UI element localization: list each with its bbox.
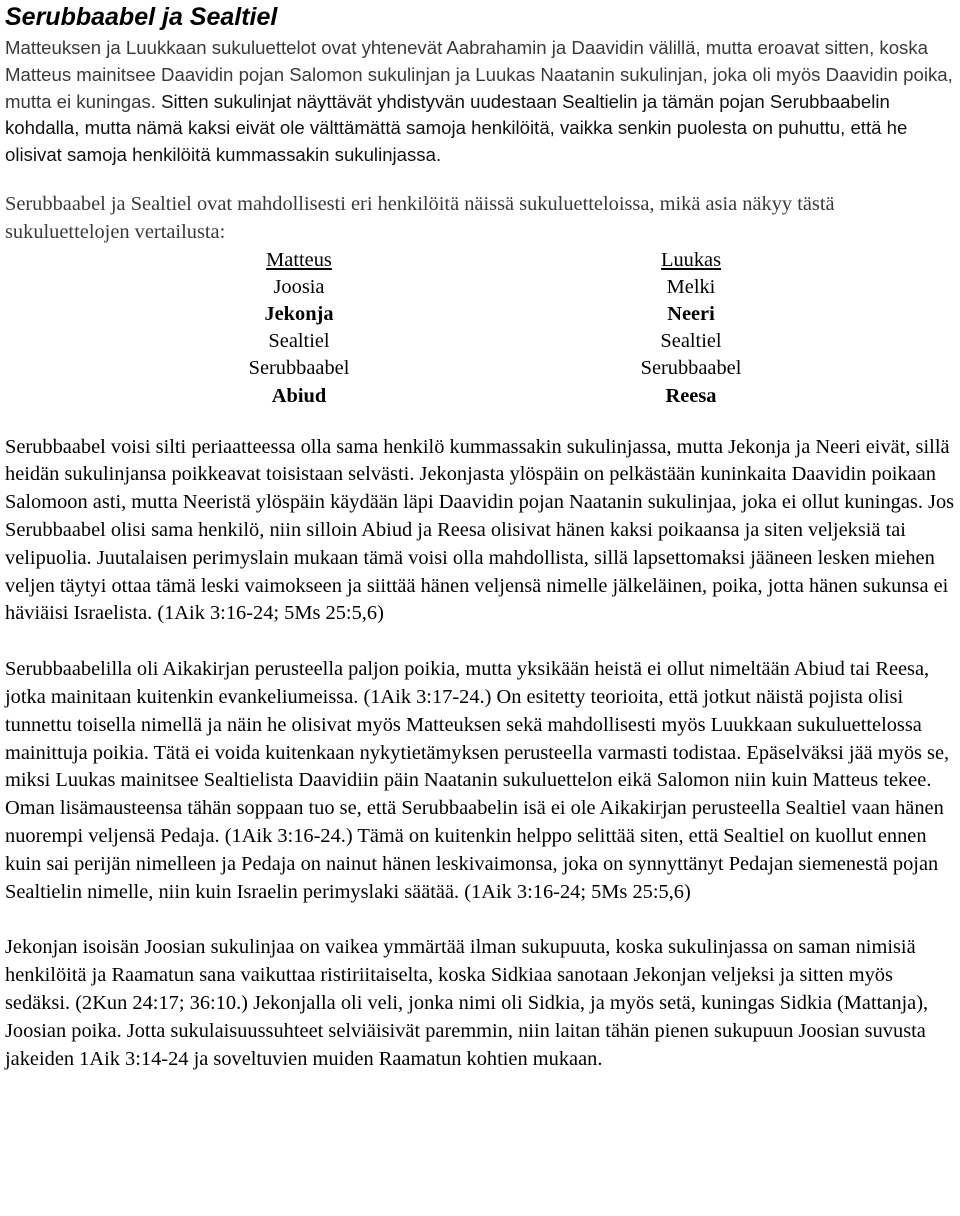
- document-title: Serubbaabel ja Sealtiel: [5, 3, 278, 31]
- sentence: Jos Serubbaabel olisi sama henkilö, niin silloin Abiud ja Reesa olisivat hänen kaksi poikaansa ja siten veljeksiä tai velipuolia.: [5, 491, 955, 569]
- luukas-name: Melki: [666, 275, 716, 298]
- intro-part-2: Sitten sukulinjat näyttävät yhdistyvän uudestaan Sealtielin ja tämän pojan Serubbaabelin kohdalla, mutta nämä kaksi eivät ole välttämättä samoja henkilöitä, vaikka senkin puolesta on puhuttu, että he olisivat samoja henkilöitä kummassakin sukulinjassa.: [5, 90, 908, 166]
- matteus-name: Joosia: [273, 275, 325, 298]
- intro-paragraph: [5, 35, 955, 169]
- luukas-header: Luukas: [660, 248, 722, 271]
- matteus-name: Jekonja: [264, 302, 334, 325]
- sentence: Jekonjan isoisän Joosian sukulinjaa on vaikea ymmärtää ilman sukupuuta, koska sukulinjassa on saman nimisiä henkilöitä ja Raamatun sana vaikuttaa ristiriitaiselta, koska Sidkiaa sanotaan Jekonjan veljeksi ja sitten myös sedäksi. (2Kun 24:17; 36:10.): [5, 936, 916, 1014]
- matteus-name: Serubbaabel: [248, 357, 350, 380]
- matteus-header: Matteus: [266, 248, 332, 271]
- sentence: Oman lisämausteensa tähän soppaan tuo se, että Serubbaabelin isä ei ole Aikakirjan perusteella Sealtiel vaan hänen nuorempi veljensä Pedaja. (1Aik 3:16-24.): [5, 797, 944, 847]
- matteus-name: Abiud: [271, 384, 327, 407]
- paragraph-same-person: [5, 434, 955, 629]
- matteus-column: [169, 247, 429, 410]
- sentence: Jotta sukulaisuussuhteet selviäisivät paremmin, niin laitan tähän pienen sukupuun Joosian suvusta jakeiden 1Aik 3:14-24 ja soveltuvien muiden Raamatun kohtien mukaan.: [5, 1019, 926, 1070]
- document-page: [5, 0, 955, 1073]
- luukas-name: Serubbaabel: [640, 357, 742, 380]
- sentence: Tämä on kuitenkin helppo selittää siten, että Sealtiel on kuollut ennen kuin sai perijän nimelleen ja Pedaja on nainut hänen leskivaimonsa, joka on synnyttänyt Pedajan siemenestä pojan Sealtielin nimelle, niin kuin Israelin perimyslaki säätää. (1Aik 3:16-24; 5Ms 25:5,6): [5, 824, 939, 903]
- sentence: Epäselväksi jää myös se, miksi Luukas mainitsee Sealtielista Daavidiin päin Naatanin sukuluettelon eikä Salomon niin kuin Matteus tekee.: [5, 741, 950, 792]
- matteus-name: Sealtiel: [268, 330, 330, 353]
- intro-part-1: Matteuksen ja Luukkaan sukuluettelot ovat yhtenevät Aabrahamin ja Daavidin välillä, mutta eroavat sitten, koska Matteus mainitsee Daavidin pojan Salomon sukulinjan ja Luukas Naatanin sukulinjan, joka oli myös Daavidin poika, mutta ei kuningas.: [5, 37, 953, 112]
- sentence: Juutalaisen perimyslain mukaan tämä voisi olla mahdollista, sillä lapsettomaksi jääneen lesken miehen veljen täytyi ottaa tämä leski vaimokseen ja siittää hänen veljensä nimelle jälkeläinen, poika, jotta hänen sukunsa ei häviäisi Israelista. (1Aik 3:16-24; 5Ms 25:5,6): [5, 546, 949, 625]
- sentence: Serubbaabelilla oli Aikakirjan perusteella paljon poikia, mutta yksikään heistä ei ollut nimeltään Abiud tai Reesa, jotka mainitaan kuitenkin evankeliumeissa. (1Aik 3:17-24.): [5, 658, 930, 708]
- sentence: Serubbaabel voisi silti periaatteessa olla sama henkilö kummassakin sukulinjassa, mutta Jekonja ja Neeri eivät, sillä heidän sukulinjansa poikkeavat toisistaan selvästi.: [5, 435, 950, 486]
- comparison-intro-paragraph: Serubbaabel ja Sealtiel ovat mahdollisesti eri henkilöitä näissä sukuluetteloissa, mikä asia näkyy tästä sukuluettelojen vertailusta:: [5, 192, 835, 243]
- genealogy-comparison: [5, 247, 955, 417]
- luukas-column: [561, 247, 821, 410]
- paragraph-sons-of-serubbaabel: [5, 656, 955, 906]
- sentence: Jekonjasta ylöspäin on pelkästään kuninkaita Daavidin poikaan Salomoon asti, mutta Neeristä ylöspäin käydään läpi Daavidin pojan Naatanin sukulinjaa, joka ei ollut kuningas.: [5, 463, 936, 514]
- sentence: On esitetty teorioita, että jotkut näistä pojista olisi tunnettu toisella nimellä ja näin he olisivat myös Matteuksen sekä mahdollisesti myös Luukkaan sukuluettelossa mainittuja poikia.: [5, 685, 922, 764]
- paragraph-joosia-lineage: [5, 934, 955, 1073]
- luukas-name: Sealtiel: [660, 330, 722, 353]
- sentence: Tätä ei voida kuitenkaan nykytietämyksen perusteella varmasti todistaa.: [148, 741, 742, 764]
- luukas-name: Reesa: [665, 384, 717, 407]
- sentence: Jekonjalla oli veli, jonka nimi oli Sidkia, ja myös setä, kuningas Sidkia (Mattanja), Joosian poika.: [5, 991, 929, 1042]
- luukas-name: Neeri: [667, 302, 715, 325]
